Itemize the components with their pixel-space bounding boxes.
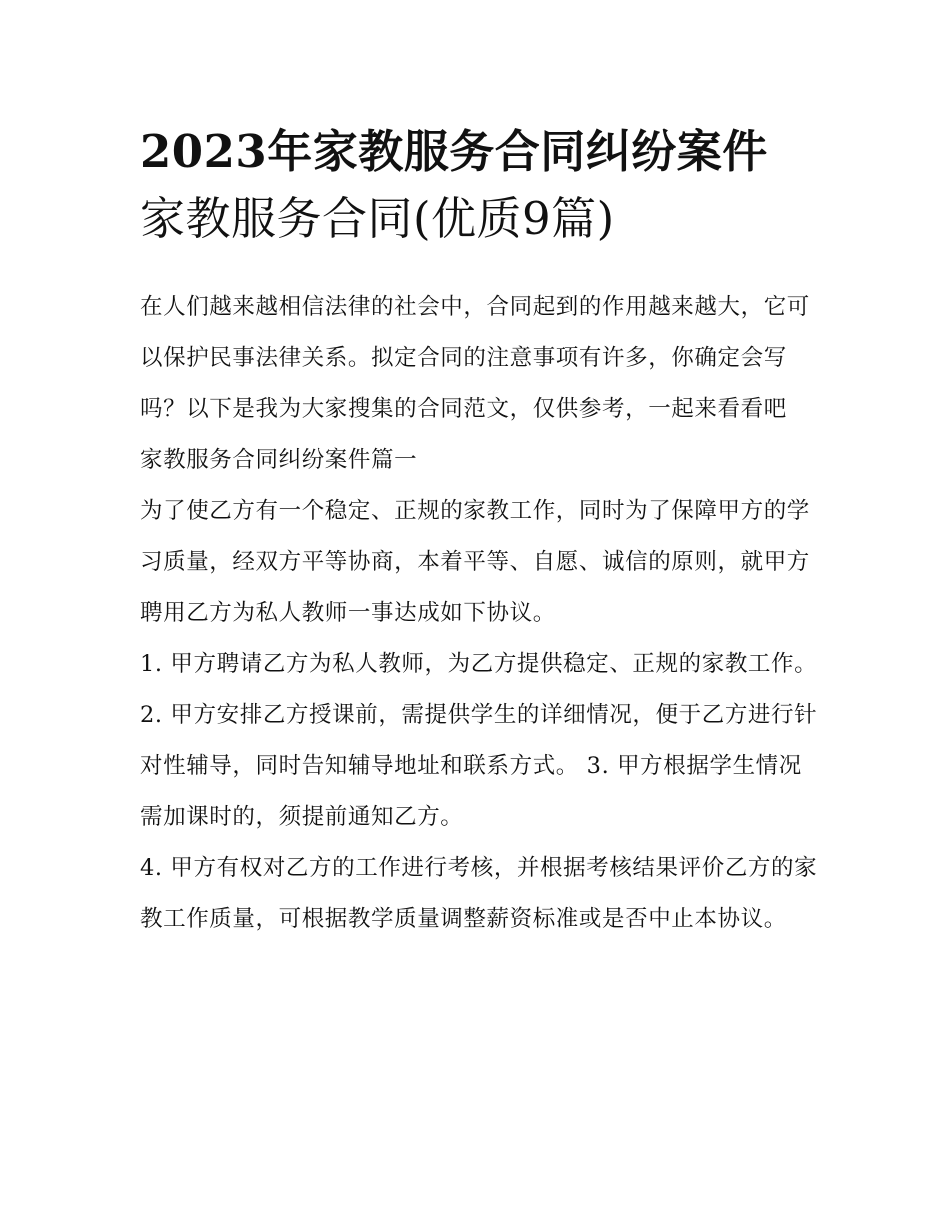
- title-line-1: 2023年家教服务合同纠纷案件: [140, 125, 768, 178]
- section-heading: 家教服务合同纠纷案件篇一: [140, 447, 418, 473]
- document-title: [140, 118, 820, 252]
- document-content: [140, 118, 820, 945]
- list-item: 2. 甲方安排乙方授课前，需提供学生的详细情况，便于乙方进行针对性辅导，同时告知辅导地址和联系方式。 3. 甲方根据学生情况需加课时的，须提前通知乙方。: [140, 702, 818, 830]
- preamble-paragraph: 为了使乙方有一个稳定、正规的家教工作，同时为了保障甲方的学习质量，经双方平等协商，本着平等、自愿、诚信的原则，就甲方聘用乙方为私人教师一事达成如下协议。: [140, 498, 810, 626]
- document-body: [140, 282, 820, 945]
- list-item: 4. 甲方有权对乙方的工作进行考核，并根据考核结果评价乙方的家教工作质量，可根据教学质量调整薪资标准或是否中止本协议。: [140, 855, 818, 932]
- intro-paragraph: 在人们越来越相信法律的社会中，合同起到的作用越来越大，它可以保护民事法律关系。拟定合同的注意事项有许多，你确定会写吗？以下是我为大家搜集的合同范文，仅供参考，一起来看看吧: [140, 294, 810, 422]
- list-item: 1. 甲方聘请乙方为私人教师，为乙方提供稳定、正规的家教工作。: [140, 651, 818, 677]
- title-line-2: 家教服务合同(优质9篇): [140, 192, 615, 245]
